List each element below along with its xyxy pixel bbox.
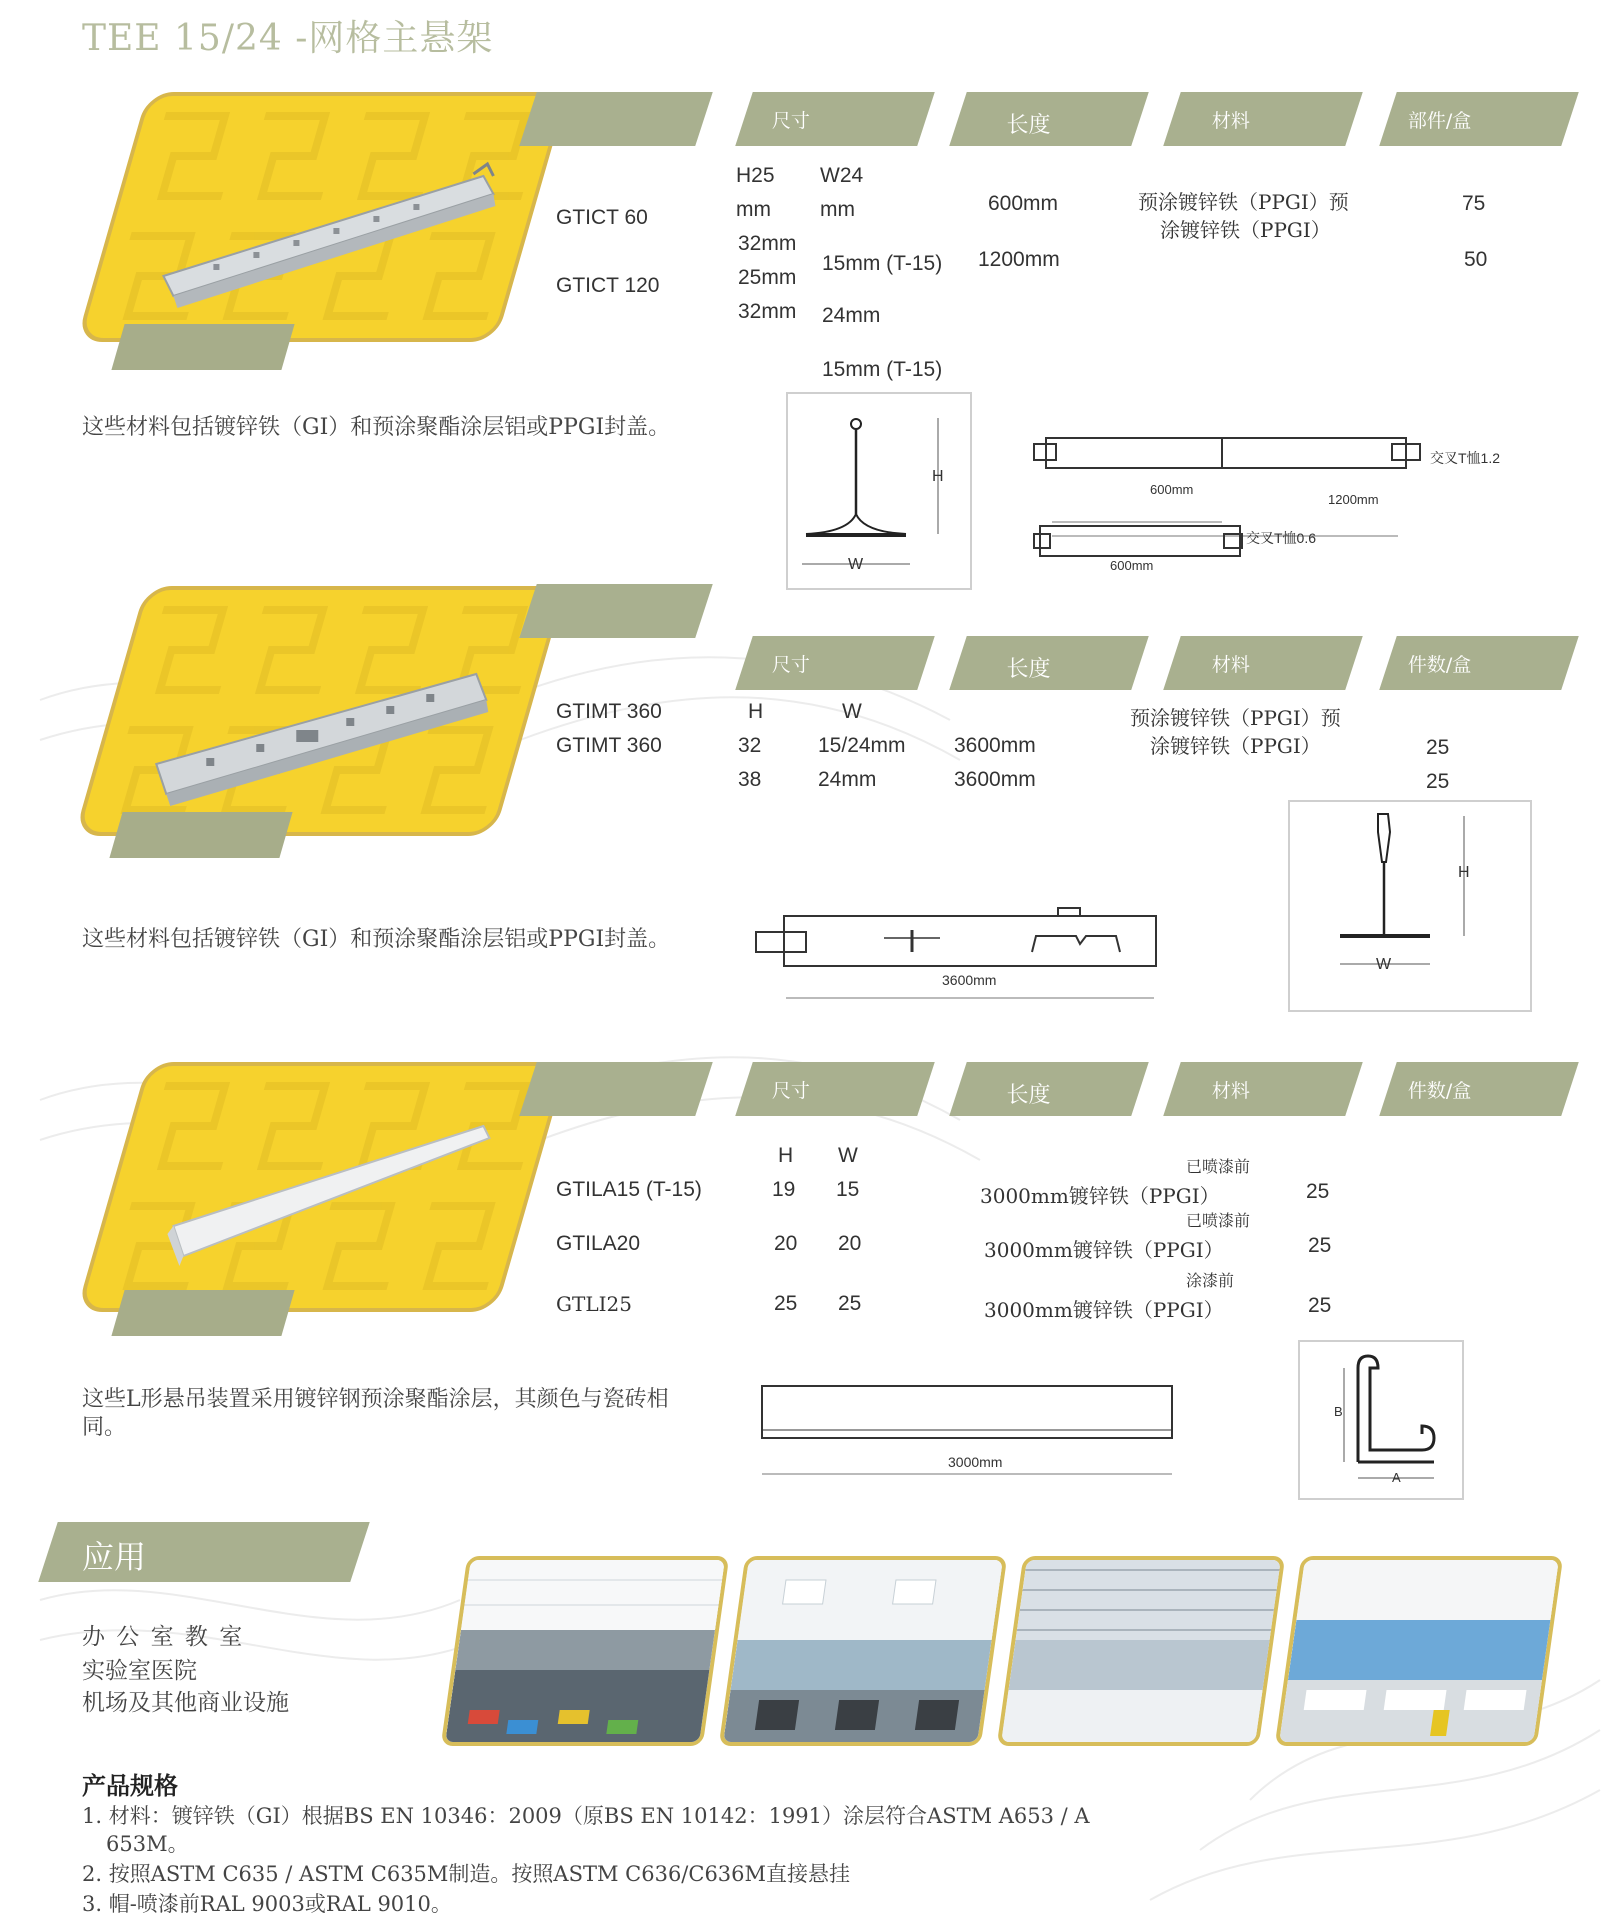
product-description: 这些材料包括镀锌铁（GI）和预涂聚酯涂层铝或PPGI封盖。 — [82, 927, 671, 952]
office-ceiling-photo — [441, 1556, 730, 1746]
length-label: 3000mm — [948, 1454, 1003, 1470]
length-label: 1200mm — [1328, 492, 1379, 507]
row-length-value: 3600mm — [954, 734, 1036, 757]
spec-item: 653M。 — [106, 1832, 189, 1856]
dim-h-value: 32mm — [738, 232, 797, 255]
main-tee-image — [153, 136, 513, 316]
length-label: 600mm — [1150, 482, 1194, 497]
row-material-value: 3000mm镀锌铁（PPGI） — [980, 1184, 1220, 1208]
tee-elevation-diagram — [1026, 430, 1506, 590]
header-count-per-box: 件数/盒 — [1379, 1062, 1579, 1116]
header-blank — [519, 1062, 713, 1116]
box-count: 50 — [1464, 248, 1488, 271]
row-w-value: 15/24mm — [818, 734, 906, 757]
row-count-value: 25 — [1426, 736, 1450, 759]
header-length: 长度 — [949, 1062, 1149, 1116]
col-h-label: H — [778, 1144, 794, 1167]
card-tag — [111, 1290, 294, 1336]
row-h-value: 38 — [738, 768, 762, 791]
model-name: GTLI25 — [556, 1292, 632, 1316]
header-count-per-box: 件数/盒 — [1379, 636, 1579, 690]
dim-w-label: W24 — [820, 164, 864, 187]
row-h-value: 20 — [774, 1232, 798, 1255]
main-runner-image — [146, 634, 506, 814]
dimension-h-label: H — [1458, 864, 1470, 881]
applications-title: 应用 — [82, 1538, 147, 1576]
model-name: GTICT 60 — [556, 206, 648, 229]
model-name: GTILA15 (T-15) — [556, 1178, 702, 1201]
wall-angle-elevation-diagram — [736, 1378, 1192, 1522]
col-h-label: H — [748, 700, 764, 723]
main-runner-elevation-diagram — [736, 880, 1172, 1036]
cross-tee-label: 交叉T恤0.6 — [1246, 530, 1317, 546]
airport-ceiling-photo — [997, 1556, 1286, 1746]
cross-tee-label: 交叉T恤1.2 — [1430, 450, 1501, 466]
row-count-value: 25 — [1426, 770, 1450, 793]
spec-item: 1. 材料：镀锌铁（GI）根据BS EN 10346：2009（原BS EN 10142：1991）涂层符合ASTM A653 / A — [82, 1804, 1090, 1828]
laboratory-ceiling-photo — [1275, 1556, 1564, 1746]
model-name: GTICT 120 — [556, 274, 660, 297]
tee-profile-diagram — [786, 392, 972, 590]
application-item: 实验室医院 — [82, 1658, 197, 1684]
dim-unit: mm — [736, 198, 771, 221]
header-length: 长度 — [949, 636, 1149, 690]
row-material-value: 3000mm镀锌铁（PPGI） — [984, 1298, 1224, 1322]
row-length-value: 3600mm — [954, 768, 1036, 791]
spec-item: 2. 按照ASTM C635 / ASTM C635M制造。按照ASTM C636/C636M直接悬挂 — [82, 1862, 851, 1886]
model-name: GTIMT 360 — [556, 700, 662, 723]
material-line: 预涂镀锌铁（PPGI）预 — [1130, 706, 1341, 730]
header-size: 尺寸 — [735, 1062, 935, 1116]
header-material: 材料 — [1163, 636, 1363, 690]
dim-h-label: H25 — [736, 164, 775, 187]
row-h-value: 25 — [774, 1292, 798, 1315]
product-card-gtila — [76, 1062, 568, 1312]
dim-h-value: 25mm — [738, 266, 797, 289]
paint-note: 涂漆前 — [1186, 1273, 1235, 1290]
product-description: 这些L形悬吊装置采用镀锌钢预涂聚酯涂层，其颜色与瓷砖相同。 — [82, 1387, 669, 1440]
product-card-gtict — [76, 92, 568, 342]
paint-note: 已喷漆前 — [1186, 1159, 1251, 1176]
product-description: 这些材料包括镀锌铁（GI）和预涂聚酯涂层铝或PPGI封盖。 — [82, 415, 671, 440]
row-h-value: 32 — [738, 734, 762, 757]
row-count-value: 25 — [1308, 1294, 1332, 1317]
row-w-value: 25 — [838, 1292, 862, 1315]
row-w-value: 15 — [836, 1178, 860, 1201]
row-w-value: 24mm — [818, 768, 877, 791]
material-line: 涂镀锌铁（PPGI） — [1160, 218, 1331, 242]
row-w-value: 20 — [838, 1232, 862, 1255]
card-tag — [111, 324, 294, 370]
row-count-value: 25 — [1306, 1180, 1330, 1203]
dimension-b-label: B — [1334, 1404, 1343, 1419]
header-size: 尺寸 — [735, 636, 935, 690]
header-blank — [519, 584, 713, 638]
card-tag — [109, 812, 292, 858]
application-item: 机场及其他商业设施 — [82, 1690, 289, 1716]
dim-h-value: 32mm — [738, 300, 797, 323]
material-line: 预涂镀锌铁（PPGI）预 — [1138, 190, 1349, 214]
header-parts-per-box: 部件/盒 — [1379, 92, 1579, 146]
length-value: 1200mm — [978, 248, 1060, 271]
row-count-value: 25 — [1308, 1234, 1332, 1257]
spec-item: 3. 帽-喷漆前RAL 9003或RAL 9010。 — [82, 1892, 452, 1916]
length-label: 600mm — [1110, 558, 1154, 573]
header-material: 材料 — [1163, 1062, 1363, 1116]
header-material: 材料 — [1163, 92, 1363, 146]
box-count: 75 — [1462, 192, 1486, 215]
dim-unit: mm — [820, 198, 855, 221]
dimension-w-label: W — [848, 556, 864, 573]
col-w-label: W — [842, 700, 862, 723]
col-w-label: W — [838, 1144, 858, 1167]
dimension-h-label: H — [932, 468, 944, 485]
paint-note: 已喷漆前 — [1186, 1213, 1251, 1230]
row-h-value: 19 — [772, 1178, 796, 1201]
row-material-value: 3000mm镀锌铁（PPGI） — [984, 1238, 1224, 1262]
main-runner-profile-diagram — [1288, 800, 1532, 1012]
header-blank — [519, 92, 713, 146]
length-value: 600mm — [988, 192, 1059, 215]
dim-w-value: 15mm (T-15) — [822, 358, 943, 381]
dim-w-value: 24mm — [822, 304, 881, 327]
length-label: 3600mm — [942, 972, 997, 988]
model-name: GTIMT 360 — [556, 734, 662, 757]
model-name: GTILA20 — [556, 1232, 641, 1255]
material-line: 涂镀锌铁（PPGI） — [1150, 734, 1321, 758]
document-title: TEE 15/24 -网格主悬架 — [82, 18, 494, 59]
wall-angle-profile-diagram — [1298, 1340, 1464, 1500]
dimension-w-label: W — [1376, 956, 1392, 973]
wall-angle-image — [153, 1106, 513, 1286]
specs-title: 产品规格 — [82, 1772, 178, 1800]
dim-w-value: 15mm (T-15) — [822, 252, 943, 275]
header-size: 尺寸 — [735, 92, 935, 146]
dimension-a-label: A — [1392, 1470, 1401, 1485]
classroom-ceiling-photo — [719, 1556, 1008, 1746]
header-length: 长度 — [949, 92, 1149, 146]
application-item: 办 公 室 教 室 — [82, 1624, 245, 1650]
product-card-gtimt — [74, 586, 566, 836]
